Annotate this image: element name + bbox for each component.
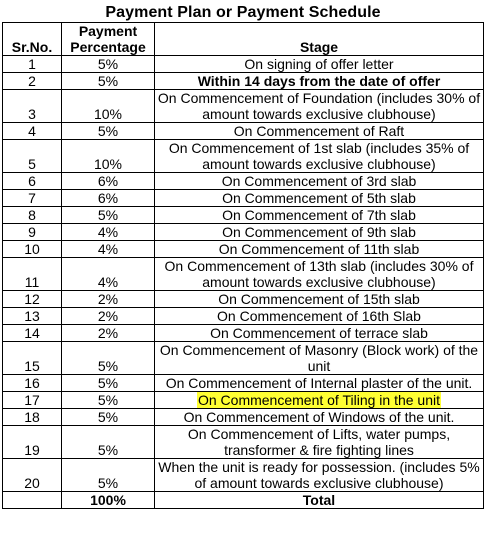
sr-no-cell: 2 — [3, 73, 62, 90]
table-row — [3, 409, 484, 426]
payment-percentage-cell: 5% — [62, 459, 155, 492]
table-row — [3, 241, 484, 258]
payment-percentage-cell: 2% — [62, 291, 155, 308]
table-row — [3, 342, 484, 375]
table-row — [3, 375, 484, 392]
table-row — [3, 224, 484, 241]
sr-no-cell: 7 — [3, 190, 62, 207]
sr-no-cell: 1 — [3, 56, 62, 73]
payment-percentage-cell: 6% — [62, 173, 155, 190]
sr-no-cell: 8 — [3, 207, 62, 224]
sr-no-cell: 16 — [3, 375, 62, 392]
sr-no-cell: 9 — [3, 224, 62, 241]
table-row — [3, 190, 484, 207]
stage-cell: On signing of offer letter — [155, 56, 484, 73]
stage-cell: On Commencement of 16th Slab — [155, 308, 484, 325]
stage-cell: On Commencement of Windows of the unit. — [155, 409, 484, 426]
sr-no-cell: 5 — [3, 140, 62, 173]
payment-percentage-cell: 6% — [62, 190, 155, 207]
sr-no-cell: 15 — [3, 342, 62, 375]
sr-no-cell: 19 — [3, 426, 62, 459]
stage-cell: On Commencement of 5th slab — [155, 190, 484, 207]
stage-cell — [155, 392, 484, 409]
payment-percentage-cell: 5% — [62, 392, 155, 409]
sr-no-cell: 3 — [3, 90, 62, 123]
table-row — [3, 426, 484, 459]
payment-percentage-cell: 4% — [62, 241, 155, 258]
header-payment-percentage: Payment Percentage — [62, 23, 155, 56]
header-sr-no: Sr.No. — [3, 23, 62, 56]
stage-cell: On Commencement of Raft — [155, 123, 484, 140]
payment-percentage-cell: 5% — [62, 73, 155, 90]
table-row — [3, 207, 484, 224]
table-body — [3, 56, 484, 509]
sr-no-cell: 4 — [3, 123, 62, 140]
table-row — [3, 308, 484, 325]
header-stage: Stage — [155, 23, 484, 56]
stage-cell: On Commencement of 7th slab — [155, 207, 484, 224]
stage-cell: On Commencement of 13th slab (includes 30% of amount towards exclusive clubhouse) — [155, 258, 484, 291]
total-label-cell: Total — [155, 492, 484, 509]
stage-cell: On Commencement of terrace slab — [155, 325, 484, 342]
payment-percentage-cell: 5% — [62, 207, 155, 224]
sr-no-cell: 13 — [3, 308, 62, 325]
payment-percentage-cell: 5% — [62, 426, 155, 459]
stage-cell: On Commencement of Foundation (includes 30% of amount towards exclusive clubhouse) — [155, 90, 484, 123]
highlighted-stage-text: On Commencement of Tiling in the unit — [197, 392, 440, 408]
sr-no-cell: 12 — [3, 291, 62, 308]
payment-percentage-cell: 5% — [62, 342, 155, 375]
payment-percentage-cell: 5% — [62, 123, 155, 140]
stage-cell: On Commencement of 9th slab — [155, 224, 484, 241]
stage-cell: On Commencement of 11th slab — [155, 241, 484, 258]
table-row — [3, 173, 484, 190]
table-row — [3, 258, 484, 291]
sr-no-cell: 11 — [3, 258, 62, 291]
table-header-row — [3, 23, 484, 56]
payment-percentage-cell: 4% — [62, 258, 155, 291]
stage-cell: On Commencement of Masonry (Block work) of the unit — [155, 342, 484, 375]
payment-percentage-cell: 5% — [62, 375, 155, 392]
table-row — [3, 90, 484, 123]
payment-percentage-cell: 10% — [62, 140, 155, 173]
table-row — [3, 73, 484, 90]
sr-no-cell: 6 — [3, 173, 62, 190]
table-row — [3, 291, 484, 308]
payment-percentage-cell: 10% — [62, 90, 155, 123]
payment-percentage-cell: 2% — [62, 325, 155, 342]
table-row — [3, 123, 484, 140]
table-row — [3, 140, 484, 173]
payment-percentage-cell: 4% — [62, 224, 155, 241]
payment-schedule-table — [2, 22, 484, 509]
stage-cell: On Commencement of 15th slab — [155, 291, 484, 308]
sr-no-cell: 10 — [3, 241, 62, 258]
table-row — [3, 325, 484, 342]
sr-no-cell: 18 — [3, 409, 62, 426]
total-percentage-cell: 100% — [62, 492, 155, 509]
stage-cell: On Commencement of Internal plaster of the unit. — [155, 375, 484, 392]
table-row — [3, 56, 484, 73]
table-row — [3, 459, 484, 492]
stage-cell: On Commencement of Lifts, water pumps, transformer & fire fighting lines — [155, 426, 484, 459]
stage-cell: On Commencement of 3rd slab — [155, 173, 484, 190]
table-row — [3, 392, 484, 409]
sr-no-cell: 20 — [3, 459, 62, 492]
payment-percentage-cell: 5% — [62, 56, 155, 73]
payment-percentage-cell: 5% — [62, 409, 155, 426]
total-row — [3, 492, 484, 509]
stage-cell: On Commencement of 1st slab (includes 35% of amount towards exclusive clubhouse) — [155, 140, 484, 173]
total-sr-cell — [3, 492, 62, 509]
stage-cell: When the unit is ready for possession. (includes 5% of amount towards exclusive clubhouse) — [155, 459, 484, 492]
sr-no-cell: 14 — [3, 325, 62, 342]
payment-percentage-cell: 2% — [62, 308, 155, 325]
page-title: Payment Plan or Payment Schedule — [105, 4, 381, 21]
stage-cell: Within 14 days from the date of offer — [155, 73, 484, 90]
sr-no-cell: 17 — [3, 392, 62, 409]
